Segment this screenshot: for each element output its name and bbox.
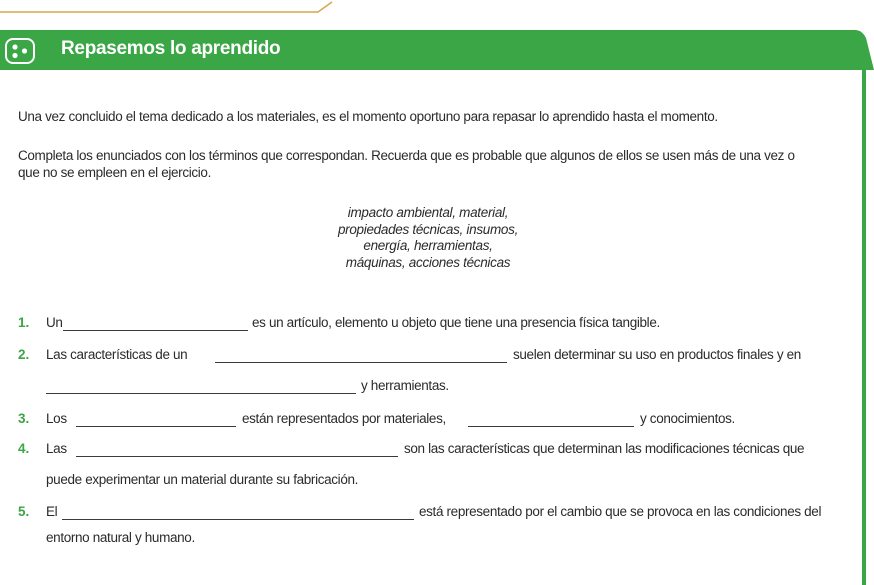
item-number: 3. — [18, 411, 30, 426]
answer-blank[interactable] — [63, 330, 248, 331]
item-number: 1. — [18, 315, 30, 330]
item-text: entorno natural y humano. — [46, 530, 195, 545]
item-text: y conocimientos. — [640, 411, 735, 426]
answer-blank[interactable] — [76, 426, 236, 427]
item-text: son las características que determinan las modificaciones técnicas que — [404, 441, 805, 456]
item-text: El — [46, 504, 58, 519]
answer-blank[interactable] — [62, 519, 414, 520]
answer-blank[interactable] — [76, 456, 398, 457]
item-text: es un artículo, elemento u objeto que tiene una presencia física tangible. — [252, 315, 660, 330]
item-number: 5. — [18, 504, 30, 519]
word-bank-line: impacto ambiental, material, — [347, 205, 509, 220]
item-text: Las — [46, 441, 67, 456]
dots-icon — [5, 38, 35, 64]
item-text: puede experimentar un material durante su fabricación. — [46, 472, 359, 487]
item-text: Un — [46, 315, 63, 330]
item-text: están representados por materiales, — [242, 411, 446, 426]
intro-paragraph: Una vez concluido el tema dedicado a los materiales, es el momento oportuno para repasar lo aprendido hasta el momento. — [18, 109, 718, 124]
item-number: 4. — [18, 441, 30, 456]
section-banner — [0, 30, 874, 70]
word-bank-line: máquinas, acciones técnicas — [345, 254, 511, 270]
item-text: y herramientas. — [361, 378, 449, 393]
instructions-line-1: Completa los enunciados con los términos que correspondan. Recuerda que es probable que algunos de ellos se usen más de una vez o — [18, 148, 795, 163]
item-text: está representado por el cambio que se provoca en las condiciones del — [419, 504, 822, 519]
right-border-rule — [862, 70, 866, 585]
instructions-line-2: que no se empleen en el ejercicio. — [18, 165, 211, 180]
item-text: Los — [46, 411, 67, 426]
item-text: Las características de un — [46, 347, 188, 362]
answer-blank[interactable] — [215, 362, 507, 363]
word-bank-line: energía, herramientas, — [363, 238, 493, 253]
word-bank-line: propiedades técnicas, insumos, — [337, 221, 519, 237]
item-number: 2. — [18, 347, 30, 362]
word-bank — [228, 205, 628, 271]
page-title: Repasemos lo aprendido — [61, 38, 281, 59]
item-text: suelen determinar su uso en productos finales y en — [513, 347, 801, 362]
answer-blank[interactable] — [46, 393, 356, 394]
top-decorative-rule — [0, 0, 874, 20]
answer-blank[interactable] — [468, 426, 634, 427]
